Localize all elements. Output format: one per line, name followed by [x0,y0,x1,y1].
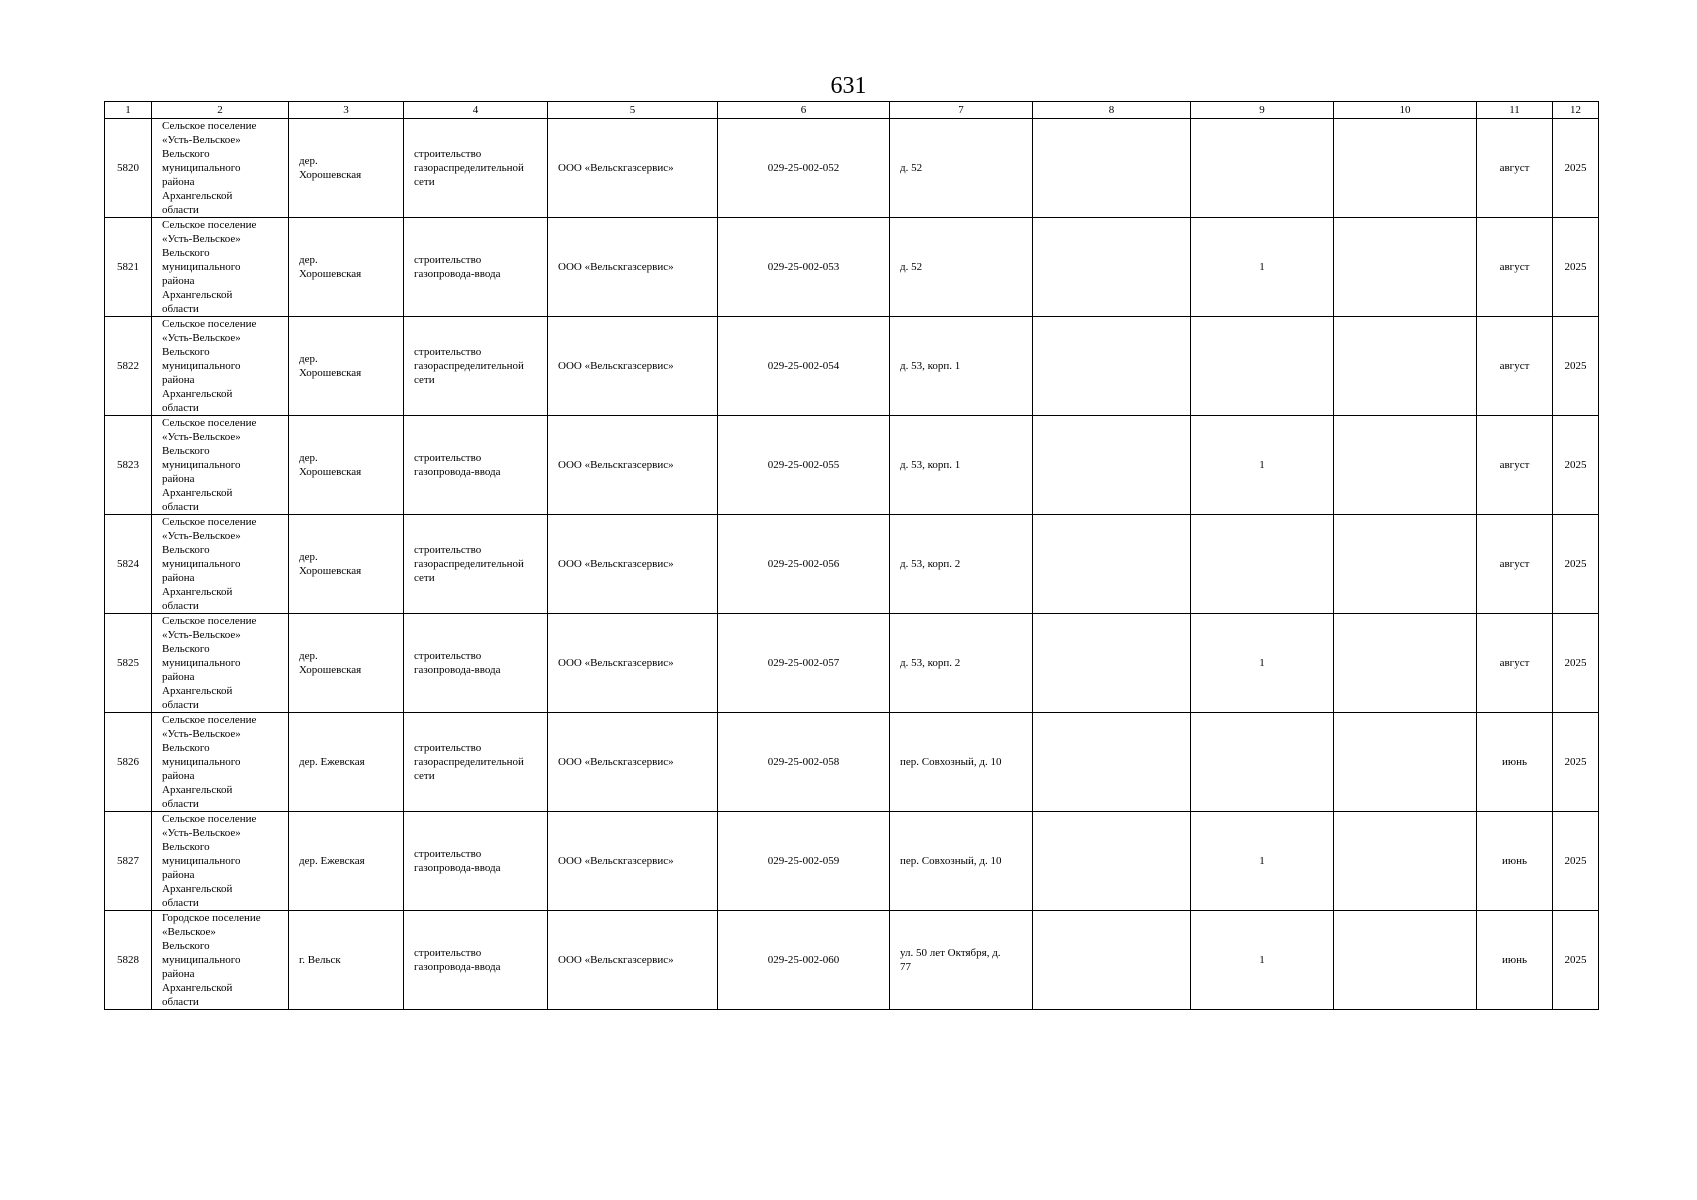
table-body [105,102,1599,1010]
column-9-cell [1191,515,1334,614]
month-cell: июнь [1477,812,1553,911]
column-8-cell [1033,614,1191,713]
column-numbers-row [105,102,1599,119]
address-cell: д. 53, корп. 1 [890,317,1033,416]
object-code-cell: 029-25-002-057 [718,614,890,713]
month-cell: июнь [1477,713,1553,812]
column-number: 7 [890,102,1033,119]
column-8-cell [1033,812,1191,911]
address-cell: ул. 50 лет Октября, д. 77 [890,911,1033,1010]
row-number-cell: 5823 [105,416,152,515]
year-cell: 2025 [1553,713,1599,812]
settlement-cell: Городское поселение «Вельское» Вельского муниципального района Архангельской области [152,911,289,1010]
settlement-cell: Сельское поселение «Усть-Вельское» Вельского муниципального района Архангельской области [152,713,289,812]
year-cell: 2025 [1553,416,1599,515]
month-cell: август [1477,614,1553,713]
settlement-cell: Сельское поселение «Усть-Вельское» Вельского муниципального района Архангельской области [152,812,289,911]
column-8-cell [1033,713,1191,812]
column-9-cell: 1 [1191,416,1334,515]
column-number: 1 [105,102,152,119]
column-10-cell [1334,119,1477,218]
row-number-cell: 5821 [105,218,152,317]
column-9-cell [1191,119,1334,218]
column-10-cell [1334,713,1477,812]
year-cell: 2025 [1553,911,1599,1010]
column-number: 8 [1033,102,1191,119]
object-code-cell: 029-25-002-055 [718,416,890,515]
table-row [105,218,1599,317]
row-number-cell: 5824 [105,515,152,614]
table-row [105,317,1599,416]
year-cell: 2025 [1553,812,1599,911]
organization-cell: ООО «Вельскгазсервис» [548,614,718,713]
column-9-cell [1191,713,1334,812]
object-code-cell: 029-25-002-060 [718,911,890,1010]
column-10-cell [1334,416,1477,515]
settlement-cell: Сельское поселение «Усть-Вельское» Вельского муниципального района Архангельской области [152,218,289,317]
locality-cell: дер. Хорошевская [289,218,404,317]
locality-cell: дер. Ежевская [289,713,404,812]
column-number: 11 [1477,102,1553,119]
year-cell: 2025 [1553,614,1599,713]
work-type-cell: строительство газораспределительной сети [404,119,548,218]
address-cell: д. 52 [890,119,1033,218]
row-number-cell: 5827 [105,812,152,911]
object-code-cell: 029-25-002-052 [718,119,890,218]
column-8-cell [1033,119,1191,218]
organization-cell: ООО «Вельскгазсервис» [548,218,718,317]
object-code-cell: 029-25-002-059 [718,812,890,911]
table-row [105,515,1599,614]
organization-cell: ООО «Вельскгазсервис» [548,515,718,614]
work-type-cell: строительство газопровода-ввода [404,812,548,911]
column-9-cell: 1 [1191,614,1334,713]
column-8-cell [1033,416,1191,515]
column-10-cell [1334,515,1477,614]
column-10-cell [1334,614,1477,713]
work-type-cell: строительство газопровода-ввода [404,911,548,1010]
month-cell: август [1477,218,1553,317]
work-type-cell: строительство газопровода-ввода [404,416,548,515]
locality-cell: дер. Хорошевская [289,515,404,614]
settlement-cell: Сельское поселение «Усть-Вельское» Вельского муниципального района Архангельской области [152,317,289,416]
month-cell: август [1477,515,1553,614]
month-cell: июнь [1477,911,1553,1010]
object-code-cell: 029-25-002-058 [718,713,890,812]
object-code-cell: 029-25-002-054 [718,317,890,416]
table-row [105,416,1599,515]
work-type-cell: строительство газораспределительной сети [404,317,548,416]
work-type-cell: строительство газораспределительной сети [404,515,548,614]
year-cell: 2025 [1553,515,1599,614]
settlement-cell: Сельское поселение «Усть-Вельское» Вельского муниципального района Архангельской области [152,119,289,218]
row-number-cell: 5820 [105,119,152,218]
work-type-cell: строительство газопровода-ввода [404,614,548,713]
column-8-cell [1033,218,1191,317]
year-cell: 2025 [1553,218,1599,317]
organization-cell: ООО «Вельскгазсервис» [548,416,718,515]
month-cell: август [1477,317,1553,416]
settlement-cell: Сельское поселение «Усть-Вельское» Вельского муниципального района Архангельской области [152,515,289,614]
locality-cell: дер. Хорошевская [289,119,404,218]
row-number-cell: 5828 [105,911,152,1010]
month-cell: август [1477,119,1553,218]
column-number: 6 [718,102,890,119]
table-row [105,119,1599,218]
column-number: 4 [404,102,548,119]
year-cell: 2025 [1553,317,1599,416]
column-number: 5 [548,102,718,119]
column-10-cell [1334,218,1477,317]
locality-cell: дер. Хорошевская [289,317,404,416]
locality-cell: г. Вельск [289,911,404,1010]
month-cell: август [1477,416,1553,515]
column-number: 10 [1334,102,1477,119]
work-type-cell: строительство газораспределительной сети [404,713,548,812]
address-cell: пер. Совхозный, д. 10 [890,812,1033,911]
organization-cell: ООО «Вельскгазсервис» [548,812,718,911]
locality-cell: дер. Хорошевская [289,416,404,515]
settlement-cell: Сельское поселение «Усть-Вельское» Вельского муниципального района Архангельской области [152,614,289,713]
address-cell: д. 53, корп. 2 [890,515,1033,614]
column-8-cell [1033,317,1191,416]
register-table [104,101,1599,1010]
object-code-cell: 029-25-002-053 [718,218,890,317]
row-number-cell: 5825 [105,614,152,713]
column-10-cell [1334,911,1477,1010]
row-number-cell: 5822 [105,317,152,416]
page-number: 631 [830,73,867,99]
locality-cell: дер. Ежевская [289,812,404,911]
address-cell: д. 53, корп. 2 [890,614,1033,713]
work-type-cell: строительство газопровода-ввода [404,218,548,317]
column-9-cell: 1 [1191,218,1334,317]
column-8-cell [1033,911,1191,1010]
organization-cell: ООО «Вельскгазсервис» [548,317,718,416]
address-cell: д. 52 [890,218,1033,317]
row-number-cell: 5826 [105,713,152,812]
column-10-cell [1334,317,1477,416]
address-cell: д. 53, корп. 1 [890,416,1033,515]
table-row [105,812,1599,911]
column-number: 9 [1191,102,1334,119]
year-cell: 2025 [1553,119,1599,218]
settlement-cell: Сельское поселение «Усть-Вельское» Вельского муниципального района Архангельской области [152,416,289,515]
table-row [105,614,1599,713]
locality-cell: дер. Хорошевская [289,614,404,713]
organization-cell: ООО «Вельскгазсервис» [548,911,718,1010]
table-row [105,713,1599,812]
object-code-cell: 029-25-002-056 [718,515,890,614]
column-9-cell [1191,317,1334,416]
organization-cell: ООО «Вельскгазсервис» [548,119,718,218]
address-cell: пер. Совхозный, д. 10 [890,713,1033,812]
column-9-cell: 1 [1191,911,1334,1010]
table-row [105,911,1599,1010]
column-number: 3 [289,102,404,119]
column-number: 2 [152,102,289,119]
column-8-cell [1033,515,1191,614]
column-9-cell: 1 [1191,812,1334,911]
column-number: 12 [1553,102,1599,119]
organization-cell: ООО «Вельскгазсервис» [548,713,718,812]
column-10-cell [1334,812,1477,911]
